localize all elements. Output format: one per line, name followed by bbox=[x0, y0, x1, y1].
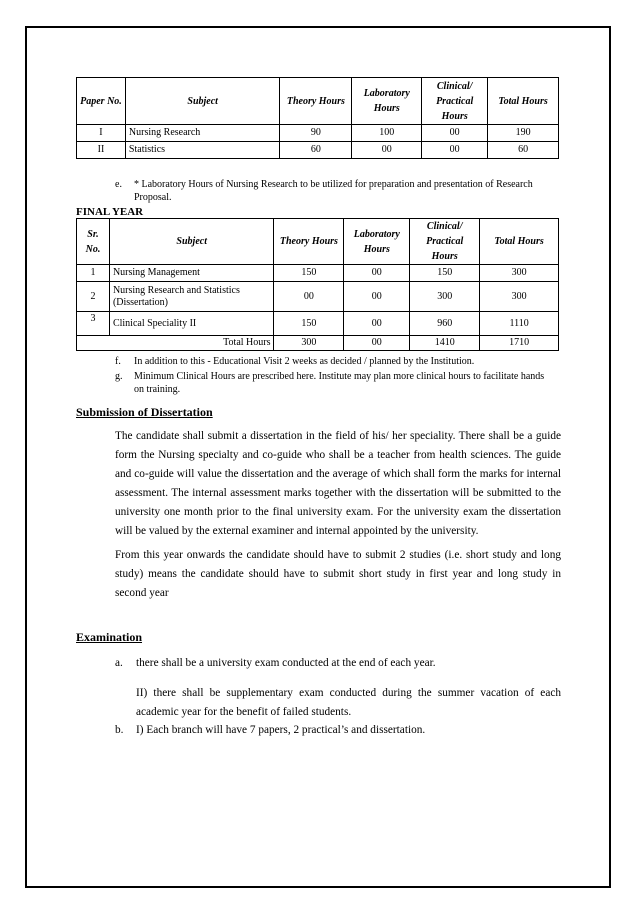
table-row bbox=[77, 282, 559, 312]
cell: Nursing Research bbox=[125, 125, 280, 142]
cell: 2 bbox=[77, 282, 110, 312]
cell: 1410 bbox=[410, 336, 480, 351]
exam-item-b-text: I) Each branch will have 7 papers, 2 practical’s and dissertation. bbox=[136, 724, 426, 736]
header-clinical-hours: Clinical/ Practical Hours bbox=[422, 78, 488, 125]
cell: 300 bbox=[274, 336, 344, 351]
dissertation-paragraph-2: From this year onwards the candidate should have to submit 2 studies (i.e. short study and long study) means the candidate should have to submit short study in first year and long study in second year bbox=[115, 549, 561, 599]
header-total-hours: Total Hours bbox=[480, 219, 559, 265]
table-row bbox=[77, 125, 559, 142]
cell: 150 bbox=[274, 265, 344, 282]
cell: Statistics bbox=[125, 142, 280, 159]
table-header-row bbox=[77, 78, 559, 125]
header-theory-hours: Theory Hours bbox=[274, 219, 344, 265]
cell: II bbox=[77, 142, 126, 159]
exam-item-a2-text: II) there shall be supplementary exam conducted during the summer vacation of each academic year for the benefit of failed students. bbox=[136, 687, 561, 718]
cell: 60 bbox=[280, 142, 352, 159]
cell: 00 bbox=[352, 142, 422, 159]
header-laboratory-hours: Laboratory Hours bbox=[344, 219, 410, 265]
note-f-text: In addition to this - Educational Visit 2 weeks as decided / planned by the Institution. bbox=[134, 356, 475, 367]
paper-hours-table bbox=[76, 77, 559, 159]
table-row bbox=[77, 265, 559, 282]
examination-heading: Examination bbox=[76, 630, 143, 644]
cell: 00 bbox=[344, 336, 410, 351]
cell: Clinical Speciality II bbox=[109, 312, 274, 336]
cell: 300 bbox=[480, 282, 559, 312]
table-header-row bbox=[77, 219, 559, 265]
note-g-marker: g. bbox=[115, 371, 123, 382]
dissertation-heading: Submission of Dissertation bbox=[76, 405, 213, 419]
note-e-marker: e. bbox=[115, 179, 122, 190]
final-year-heading: FINAL YEAR bbox=[76, 206, 144, 218]
cell: Nursing Research and Statistics (Dissertation) bbox=[109, 282, 274, 312]
cell: 00 bbox=[274, 282, 344, 312]
header-theory-hours: Theory Hours bbox=[280, 78, 352, 125]
header-clinical-hours: Clinical/ Practical Hours bbox=[410, 219, 480, 265]
cell: 300 bbox=[480, 265, 559, 282]
cell: 90 bbox=[280, 125, 352, 142]
cell: 150 bbox=[410, 265, 480, 282]
exam-item-a-marker: a. bbox=[115, 657, 123, 669]
cell: 3 bbox=[77, 312, 110, 336]
header-paper-no: Paper No. bbox=[77, 78, 126, 125]
header-sr-no: Sr. No. bbox=[77, 219, 110, 265]
exam-item-a-text: there shall be a university exam conducted at the end of each year. bbox=[136, 657, 436, 669]
header-total-hours: Total Hours bbox=[488, 78, 559, 125]
cell: I bbox=[77, 125, 126, 142]
total-label: Total Hours bbox=[77, 336, 274, 351]
total-row bbox=[77, 336, 559, 351]
cell: Nursing Management bbox=[109, 265, 274, 282]
cell: 00 bbox=[344, 265, 410, 282]
cell: 60 bbox=[488, 142, 559, 159]
header-subject: Subject bbox=[109, 219, 274, 265]
cell: 00 bbox=[422, 125, 488, 142]
cell: 00 bbox=[422, 142, 488, 159]
dissertation-paragraph-1: The candidate shall submit a dissertation in the field of his/ her speciality. There shall be a guide form the Nursing specialty and co-guide who shall be a teacher from health sciences. The guide and co-guide will value the dissertation and the average of which shall form the marks for internal assessment. The internal assessment marks together with the dissertation will be submitted to the university one month prior to the final university exam. For the university exam the dissertation will be valued by the external examiner and internal appointed by the university. bbox=[115, 430, 561, 537]
cell: 1710 bbox=[480, 336, 559, 351]
header-subject: Subject bbox=[125, 78, 280, 125]
cell: 100 bbox=[352, 125, 422, 142]
note-f-marker: f. bbox=[115, 356, 121, 367]
cell: 1110 bbox=[480, 312, 559, 336]
cell: 300 bbox=[410, 282, 480, 312]
note-g-text: Minimum Clinical Hours are prescribed here. Institute may plan more clinical hours to facilitate hands on training. bbox=[134, 371, 545, 395]
cell: 00 bbox=[344, 312, 410, 336]
cell: 1 bbox=[77, 265, 110, 282]
cell: 190 bbox=[488, 125, 559, 142]
cell: 00 bbox=[344, 282, 410, 312]
table-row bbox=[77, 312, 559, 336]
header-laboratory-hours: Laboratory Hours bbox=[352, 78, 422, 125]
cell: 960 bbox=[410, 312, 480, 336]
note-e-text: * Laboratory Hours of Nursing Research to be utilized for preparation and presentation of Research Proposal. bbox=[134, 179, 533, 203]
table-row bbox=[77, 142, 559, 159]
cell: 150 bbox=[274, 312, 344, 336]
final-year-table bbox=[76, 218, 559, 351]
exam-item-b-marker: b. bbox=[115, 724, 124, 736]
